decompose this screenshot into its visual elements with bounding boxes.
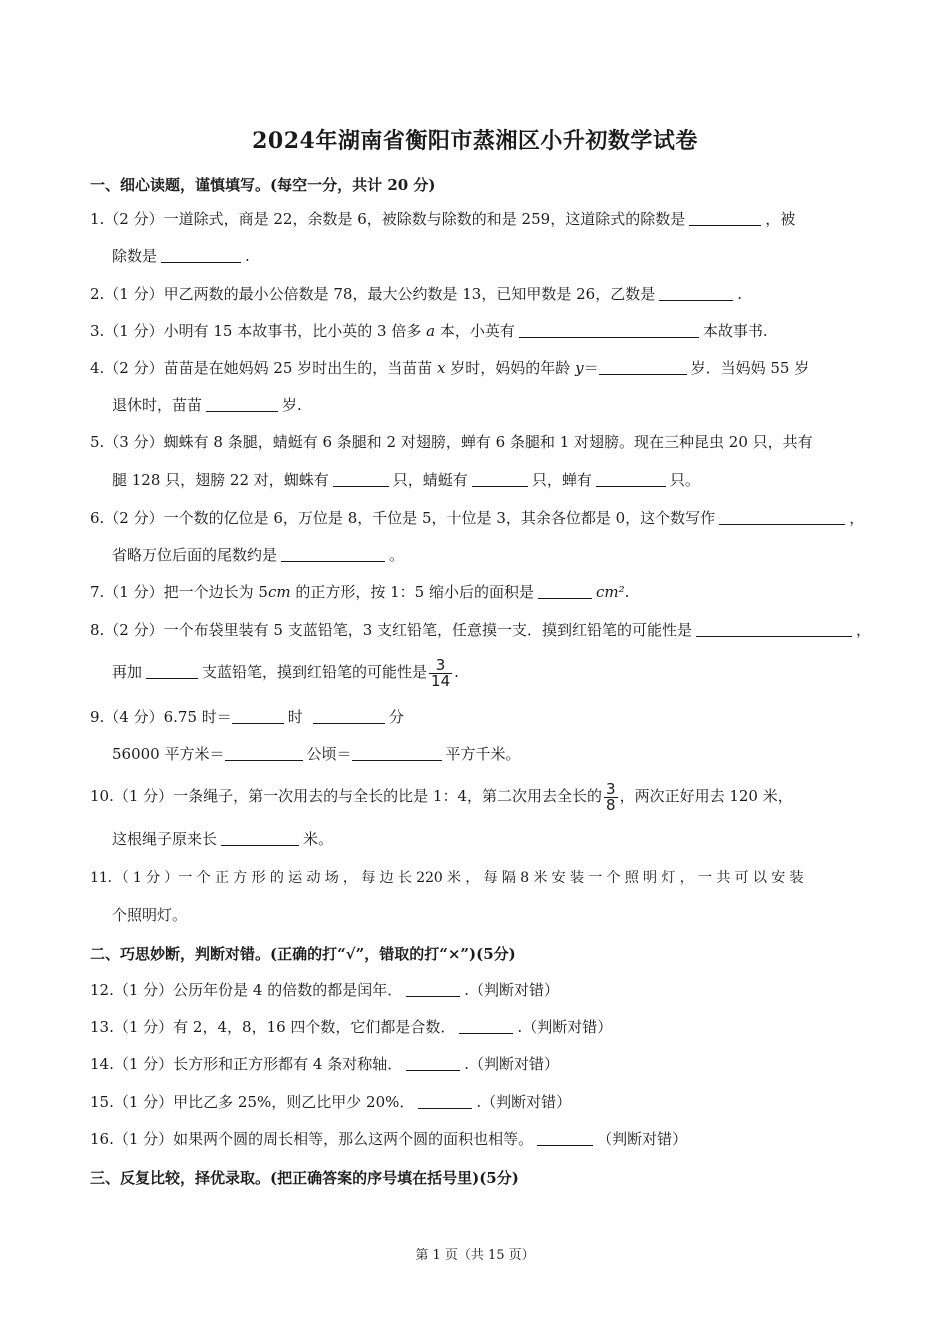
q1-text-4: . <box>245 247 250 265</box>
q9-blank-3[interactable] <box>225 745 303 761</box>
q15-text-2: .（判断对错） <box>476 1093 572 1111</box>
q1-blank-1[interactable] <box>689 210 761 226</box>
q12-text: 12.（1 分）公历年份是 4 的倍数的都是闰年． <box>90 981 403 999</box>
q8-text: 8.（2 分）一个布袋里装有 5 支蓝铅笔，3 支红铅笔，任意摸一支．摸到红铅笔的可能性是 <box>90 621 693 639</box>
q4-variable-x: x <box>437 359 446 377</box>
q9-text-2: 时 <box>287 708 303 726</box>
q7-unit: cm <box>267 583 291 601</box>
q10-fraction <box>604 779 618 814</box>
q10-denominator: 8 <box>606 795 616 814</box>
q11-text-2: 个照明灯。 <box>112 906 188 924</box>
page-title: 2024年湖南省衡阳市蒸湘区小升初数学试卷 <box>252 128 698 154</box>
q14-blank[interactable] <box>406 1055 460 1071</box>
q8-text-4: 支蓝铅笔，摸到红铅笔的可能性是 <box>202 663 428 681</box>
q2-text: 2.（1 分）甲乙两数的最小公倍数是 78，最大公约数是 13，已知甲数是 26，乙数是 <box>90 285 656 303</box>
question-8-line-2 <box>112 654 459 690</box>
q1-text-3: 除数是 <box>112 247 158 265</box>
q5-text-2: 腿 128 只，翅膀 22 对，蜘蛛有 <box>112 471 329 489</box>
question-6-line-2 <box>112 545 404 565</box>
q8-fraction <box>429 655 452 690</box>
q5-text: 5.（3 分）蜘蛛有 8 条腿，蜻蜓有 6 条腿和 2 对翅膀，蝉有 6 条腿和 1 对翅膀。现在三种昆虫 20 只，共有 <box>90 433 813 451</box>
question-1-line-2 <box>112 246 250 266</box>
question-11-line-1 <box>90 868 803 888</box>
q13-blank[interactable] <box>459 1018 513 1034</box>
q8-text-2: ， <box>856 621 872 639</box>
q9-text-4: 56000 平方米＝ <box>112 745 225 763</box>
q8-denominator: 14 <box>431 671 451 690</box>
q7-text: 7.（1 分）把一个边长为 5 <box>90 583 268 601</box>
q4-variable-y: y <box>575 359 584 377</box>
question-5-line-2 <box>112 470 700 490</box>
question-9-line-1 <box>90 707 404 727</box>
question-3 <box>90 321 768 341</box>
question-4-line-1 <box>90 358 809 378</box>
q10-text: 10.（1 分）一条绳子，第一次用去的与全长的比是 1：4，第二次用去全长的 <box>90 787 603 805</box>
q14-text-2: .（判断对错） <box>464 1055 560 1073</box>
q12-blank[interactable] <box>406 981 460 997</box>
question-10-line-2 <box>112 829 333 849</box>
q13-text-2: .（判断对错） <box>517 1018 613 1036</box>
question-13 <box>90 1017 612 1037</box>
q5-blank-2[interactable] <box>472 471 528 487</box>
q12-text-2: .（判断对错） <box>464 981 560 999</box>
q4-text-3: 岁．当妈妈 55 岁 <box>690 359 810 377</box>
q5-blank-3[interactable] <box>596 471 666 487</box>
q7-unit-2: cm² <box>595 583 625 601</box>
section-2-heading: 二、巧思妙断，判断对错。(正确的打“√”，错取的打“×”)(5分) <box>90 945 516 963</box>
q3-variable: a <box>426 322 436 340</box>
q5-text-4: 只，蝉有 <box>531 471 592 489</box>
q4-text-5: 岁. <box>282 396 302 414</box>
q3-blank[interactable] <box>519 322 699 338</box>
q7-text-3: . <box>624 583 630 601</box>
q8-text-5: . <box>454 663 459 681</box>
q8-numerator: 3 <box>435 655 446 674</box>
q9-text: 9.（4 分）6.75 时＝ <box>90 708 232 726</box>
question-11-line-2 <box>112 905 187 925</box>
q4-blank-1[interactable] <box>599 359 687 375</box>
q16-text-2: （判断对错） <box>597 1130 688 1148</box>
q15-text: 15.（1 分）甲比乙多 25%，则乙比甲少 20%． <box>90 1093 415 1111</box>
question-16 <box>90 1129 687 1149</box>
q10-text-4: 米。 <box>303 830 334 848</box>
q6-text-4: 。 <box>389 546 405 564</box>
q4-text-4: 退休时，苗苗 <box>112 396 203 414</box>
q5-text-5: 只。 <box>669 471 700 489</box>
question-8-line-1 <box>90 620 871 640</box>
question-5-line-1 <box>90 432 813 452</box>
q8-text-3: 再加 <box>112 663 143 681</box>
q10-text-3: 这根绳子原来长 <box>112 830 218 848</box>
q6-text: 6.（2 分）一个数的亿位是 6，万位是 8，千位是 5，十位是 3，其余各位都是 0，这个数写作 <box>90 509 716 527</box>
q10-blank[interactable] <box>221 830 299 846</box>
question-1-line-1 <box>90 209 795 229</box>
q10-text-2: ，两次正好用去 120 米， <box>619 787 793 805</box>
q4-equals: ＝ <box>583 359 599 377</box>
q1-text-2: ，被 <box>765 210 796 228</box>
q6-blank-1[interactable] <box>719 509 845 525</box>
q5-text-3: 只，蜻蜓有 <box>392 471 468 489</box>
q6-text-3: 省略万位后面的尾数约是 <box>112 546 278 564</box>
q4-text-2: 岁时，妈妈的年龄 <box>450 359 571 377</box>
q16-text: 16.（1 分）如果两个圆的周长相等，那么这两个圆的面积也相等。 <box>90 1130 534 1148</box>
section-1-heading: 一、细心读题，谨慎填写。(每空一分，共计 20 分) <box>90 176 436 194</box>
q6-blank-2[interactable] <box>281 546 385 562</box>
q14-text: 14.（1 分）长方形和正方形都有 4 条对称轴． <box>90 1055 403 1073</box>
q3-text-3: 本故事书. <box>702 322 768 340</box>
q5-blank-1[interactable] <box>333 471 389 487</box>
question-7 <box>90 582 629 602</box>
q9-text-3: 分 <box>388 708 404 726</box>
question-9-line-2 <box>112 744 521 764</box>
question-15 <box>90 1092 571 1112</box>
question-12 <box>90 980 559 1000</box>
page-footer: 第 1 页（共 15 页） <box>415 1248 535 1263</box>
q15-blank[interactable] <box>418 1093 472 1109</box>
q1-blank-2[interactable] <box>161 247 241 263</box>
q4-text: 4.（2 分）苗苗是在她妈妈 25 岁时出生的，当苗苗 <box>90 359 433 377</box>
q8-blank-1[interactable] <box>696 621 852 637</box>
question-14 <box>90 1054 559 1074</box>
q4-blank-2[interactable] <box>206 396 278 412</box>
question-4-line-2 <box>112 395 302 415</box>
q9-text-6: 平方千米。 <box>445 745 521 763</box>
q9-text-5: 公顷＝ <box>306 745 352 763</box>
q7-text-2: 的正方形，按 1：5 缩小后的面积是 <box>295 583 534 601</box>
q7-blank[interactable] <box>538 583 592 599</box>
q1-text: 1.（2 分）一道除式，商是 22，余数是 6，被除数与除数的和是 259，这道除式的除数是 <box>90 210 686 228</box>
q8-blank-2[interactable] <box>146 663 198 679</box>
question-10-line-1 <box>90 776 793 816</box>
q9-blank-4[interactable] <box>352 745 442 761</box>
q2-text-2: . <box>737 285 742 303</box>
q9-blank-2[interactable] <box>313 708 385 724</box>
q10-numerator: 3 <box>606 779 616 798</box>
q3-text-2: 本，小英有 <box>439 322 515 340</box>
q16-blank[interactable] <box>537 1130 593 1146</box>
section-3-heading: 三、反复比较，择优录取。(把正确答案的序号填在括号里)(5分) <box>90 1169 519 1187</box>
q11-text: 11．（ 1 分 ）一 个 正 方 形 的 运 动 场 ， 每 边 长 220 米 ， 每 隔 8 米 安 装 一 个 照 明 灯 ， 一 共 可 以 安 装 <box>90 870 804 886</box>
q6-text-2: ， <box>849 509 865 527</box>
q13-text: 13.（1 分）有 2，4，8，16 四个数，它们都是合数． <box>90 1018 456 1036</box>
q3-text: 3.（1 分）小明有 15 本故事书，比小英的 3 倍多 <box>90 322 422 340</box>
question-6-line-1 <box>90 508 864 528</box>
q9-blank-1[interactable] <box>232 708 284 724</box>
q2-blank[interactable] <box>659 285 733 301</box>
question-2 <box>90 284 742 304</box>
